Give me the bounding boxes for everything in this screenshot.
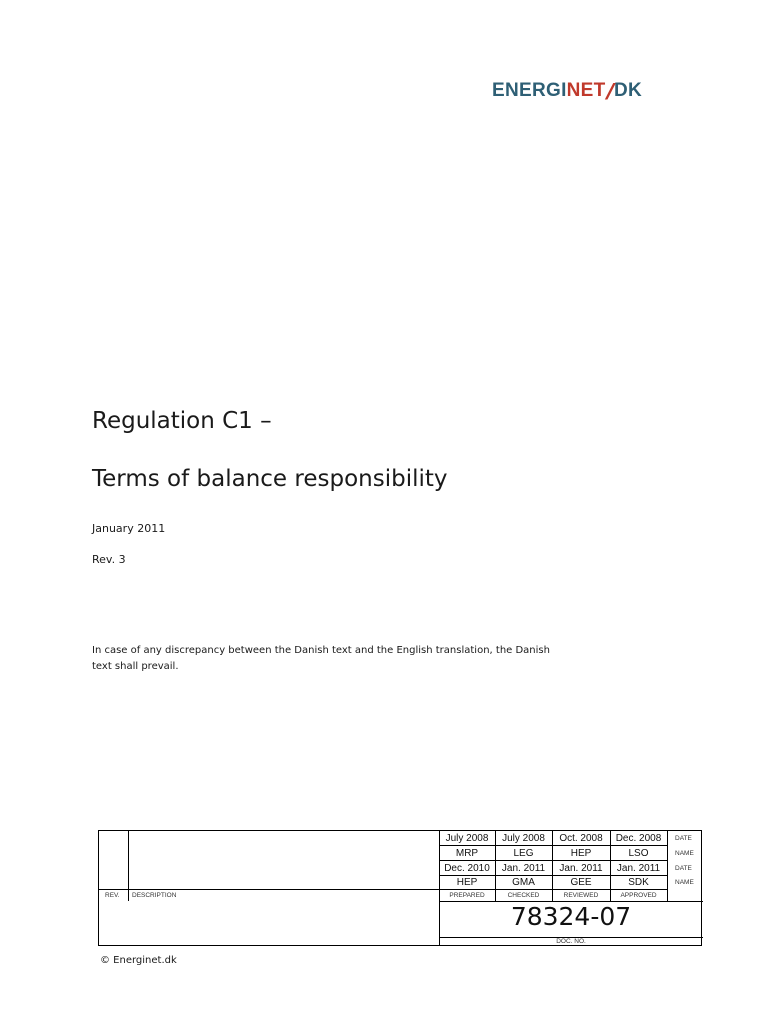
name-checked-1: LEG <box>513 848 534 859</box>
name-prepared-2: HEP <box>456 877 478 888</box>
row-label-date-2: DATE <box>675 865 692 872</box>
role-label-prepared: PREPARED <box>449 892 485 899</box>
row-label-name-1: NAME <box>675 850 694 857</box>
energinet-logo <box>492 74 642 102</box>
name-checked-2: GMA <box>512 877 535 888</box>
doc-no-label: DOC. NO. <box>556 938 586 945</box>
document-date: January 2011 <box>92 522 166 535</box>
date-prepared-2: Dec. 2010 <box>444 863 490 874</box>
date-approved-1: Dec. 2008 <box>615 833 662 844</box>
name-approved-1: LSO <box>628 848 649 859</box>
document-number: 78324-07 <box>510 902 632 931</box>
document-revision: Rev. 3 <box>92 553 126 566</box>
description-label: DESCRIPTION <box>132 892 177 899</box>
date-prepared-1: July 2008 <box>445 833 489 844</box>
row-label-name-2: NAME <box>675 879 694 886</box>
name-reviewed-1: HEP <box>570 848 592 859</box>
logo-text-dk: DK <box>613 80 643 101</box>
logo-text-net: NET <box>566 80 606 101</box>
logo-text-energi: ENERGI <box>492 80 567 101</box>
name-approved-2: SDK <box>628 877 649 888</box>
date-reviewed-1: Oct. 2008 <box>559 833 603 844</box>
date-checked-2: Jan. 2011 <box>501 863 546 874</box>
date-approved-2: Jan. 2011 <box>616 863 661 874</box>
name-reviewed-2: GEE <box>570 877 592 888</box>
logo-slash: / <box>602 79 618 104</box>
row-label-date-1: DATE <box>675 835 692 842</box>
rev-label: REV. <box>105 892 120 899</box>
copyright-footer: © Energinet.dk <box>100 955 177 966</box>
discrepancy-note: In case of any discrepancy between the Danish text and the English translation, the Danish text shall prevail. <box>92 645 550 672</box>
role-label-reviewed: REVIEWED <box>563 892 599 899</box>
name-prepared-1: MRP <box>455 848 479 859</box>
date-checked-1: July 2008 <box>502 833 545 844</box>
document-title: Regulation C1 – <box>92 408 272 434</box>
role-label-checked: CHECKED <box>507 892 540 899</box>
document-subtitle: Terms of balance responsibility <box>92 466 448 492</box>
role-label-approved: APPROVED <box>620 892 657 899</box>
title-block <box>98 830 702 946</box>
date-reviewed-2: Jan. 2011 <box>559 863 603 874</box>
